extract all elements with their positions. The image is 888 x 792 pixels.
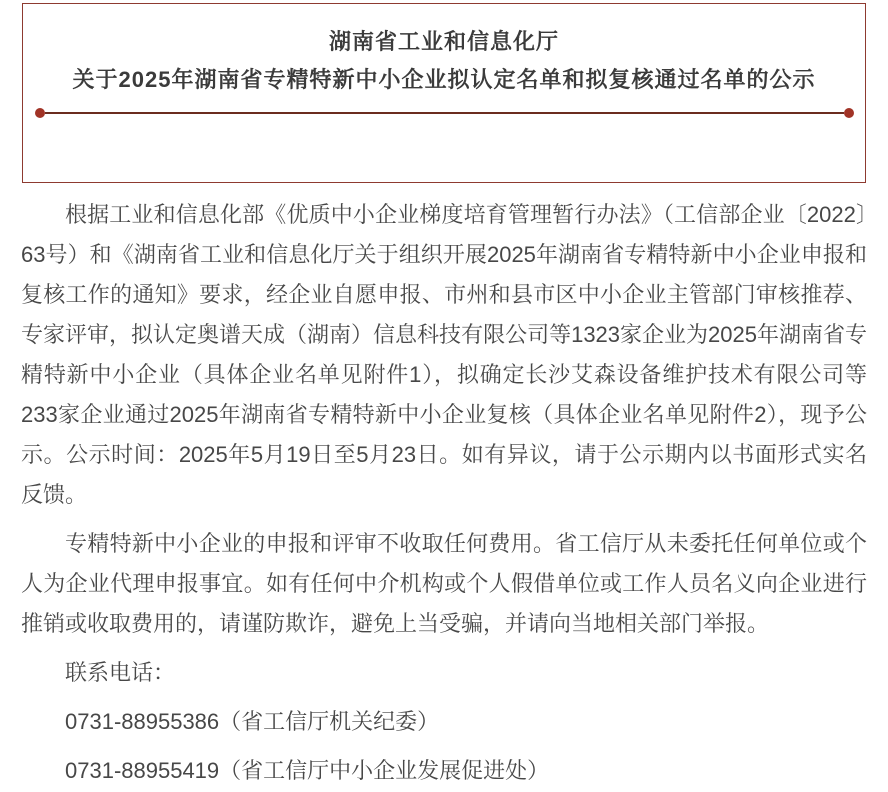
divider-rule <box>45 112 844 114</box>
paragraph-fee-warning: 专精特新中小企业的申报和评审不收取任何费用。省工信厅从未委托任何单位或个人为企业代理申报事宜。如有任何中介机构或个人假借单位或工作人员名义向企业进行推销或收取费用的，请谨防欺诈，避免上当受骗，并请向当地相关部门举报。 <box>21 531 867 636</box>
contact-label: 联系电话： <box>65 660 176 685</box>
divider-left-dot <box>35 108 45 118</box>
document-title-department: 湖南省工业和信息化厅 <box>328 29 559 54</box>
paragraph-intro: 根据工业和信息化部《优质中小企业梯度培育管理暂行办法》（工信部企业〔2022〕63号）和《湖南省工业和信息化厅关于组织开展2025年湖南省专精特新中小企业申报和复核工作的通知》要求，经企业自愿申报、市州和县市区中小企业主管部门审核推荐、专家评审，拟认定奥谱天成（湖南）信息科技有限公司等1323家企业为2025年湖南省专精特新中小企业（具体企业名单见附件1），拟确定长沙艾森设备维护技术有限公司等233家企业通过2025年湖南省专精特新中小企业复核（具体企业名单见附件2），现予公示。公示时间：2025年5月19日至5月23日。如有异议，请于公示期内以书面形式实名反馈。 <box>21 202 867 507</box>
title-divider <box>35 108 854 118</box>
page <box>0 3 888 792</box>
contact-phone-sme-promotion-office: 0731-88955419（省工信厅中小企业发展促进处） <box>65 758 550 783</box>
divider-right-dot <box>844 108 854 118</box>
contact-phone-discipline-committee: 0731-88955386（省工信厅机关纪委） <box>65 709 440 734</box>
document-title-subject: 关于2025年湖南省专精特新中小企业拟认定名单和拟复核通过名单的公示 <box>72 67 816 92</box>
document-body <box>21 195 867 791</box>
header-box <box>22 3 866 183</box>
announcement-document <box>0 3 888 791</box>
